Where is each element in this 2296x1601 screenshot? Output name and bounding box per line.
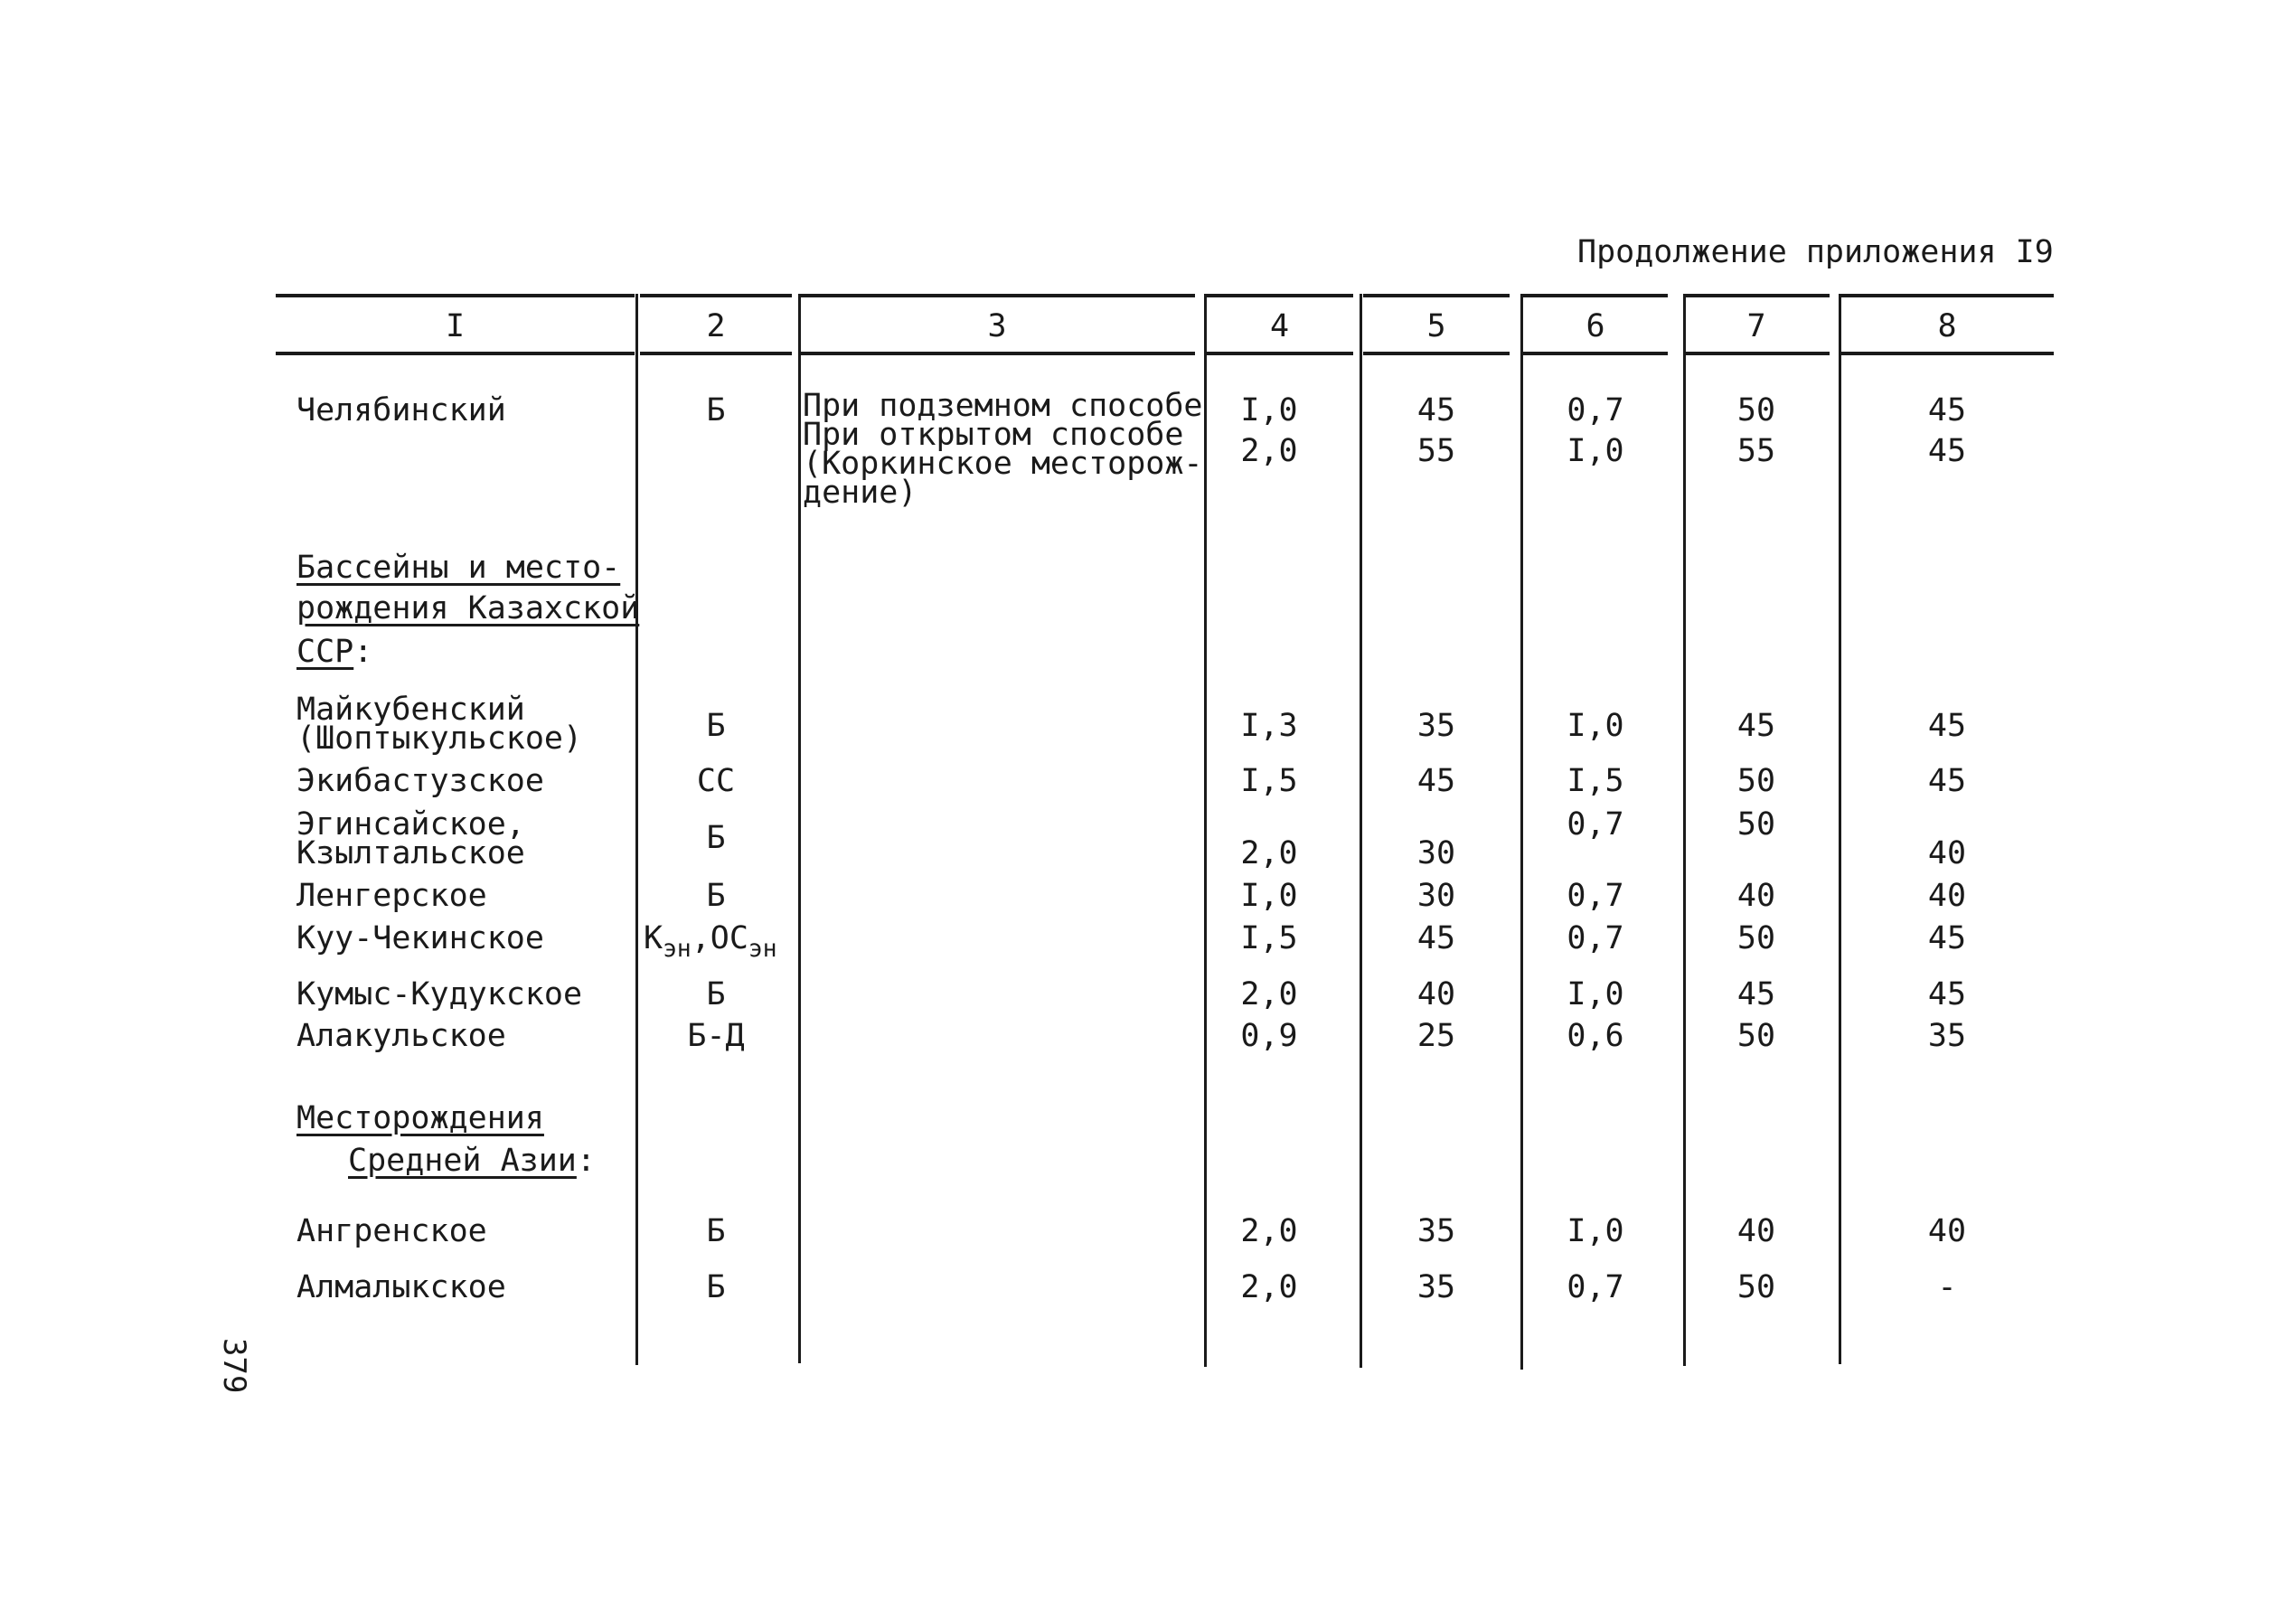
header-top-rule <box>1363 294 1510 297</box>
column-header: I <box>445 308 466 344</box>
header-top-rule <box>640 294 792 297</box>
section-heading <box>348 1145 596 1177</box>
section-heading <box>296 636 372 668</box>
section-heading-colon: : <box>353 634 373 670</box>
value-cell: 25 <box>1416 1018 1456 1054</box>
value-cell: I,0 <box>1240 392 1298 429</box>
section-heading: Месторождения <box>296 1100 544 1136</box>
value-cell: 40 <box>1927 835 1967 871</box>
value-cell: 45 <box>1927 763 1967 799</box>
value-cell: 50 <box>1736 763 1776 799</box>
value-cell: 45 <box>1927 392 1967 429</box>
continuation-title: Продолжение приложения I9 <box>1577 234 2054 270</box>
value-cell: I,5 <box>1240 763 1298 799</box>
header-bottom-rule <box>1523 352 1668 355</box>
mining-method: При подземном способе <box>803 388 1203 424</box>
value-cell: 2,0 <box>1240 976 1298 1012</box>
value-cell: 45 <box>1736 708 1776 744</box>
header-bottom-rule <box>799 352 1195 355</box>
column-separator <box>798 294 801 1363</box>
deposit-name: (Шоптыкульское) <box>296 720 583 757</box>
value-cell: 2,0 <box>1240 1269 1298 1305</box>
column-header: 7 <box>1746 308 1766 344</box>
value-cell: - <box>1937 1269 1957 1305</box>
value-cell: I,0 <box>1567 1213 1624 1249</box>
column-header: 3 <box>987 308 1007 344</box>
header-top-rule <box>276 294 635 297</box>
value-cell: 50 <box>1736 806 1776 843</box>
coal-grade: Б <box>706 1213 726 1249</box>
value-cell: 55 <box>1736 433 1776 469</box>
value-cell: I,0 <box>1567 708 1624 744</box>
value-cell: 50 <box>1736 392 1776 429</box>
value-cell: 55 <box>1416 433 1456 469</box>
value-cell: 50 <box>1736 1018 1776 1054</box>
deposit-name: Ленгерское <box>296 878 487 914</box>
value-cell: 40 <box>1736 1213 1776 1249</box>
value-cell: I,3 <box>1240 708 1298 744</box>
coal-grade: Б <box>706 1269 726 1305</box>
value-cell: I,5 <box>1567 763 1624 799</box>
value-cell: 2,0 <box>1240 1213 1298 1249</box>
deposit-name: Ангренское <box>296 1213 487 1249</box>
value-cell: 30 <box>1416 878 1456 914</box>
deposit-name: Майкубенский <box>296 692 525 728</box>
column-header: 8 <box>1937 308 1957 344</box>
value-cell: 45 <box>1927 433 1967 469</box>
value-cell: 50 <box>1736 920 1776 956</box>
column-separator <box>635 294 638 1365</box>
coal-grade-subscript: эн <box>748 936 777 964</box>
column-header: 2 <box>706 308 726 344</box>
value-cell: I,0 <box>1240 878 1298 914</box>
value-cell: 45 <box>1927 708 1967 744</box>
value-cell: 2,0 <box>1240 835 1298 871</box>
value-cell: 40 <box>1927 878 1967 914</box>
header-top-rule <box>1683 294 1830 297</box>
value-cell: 35 <box>1416 1213 1456 1249</box>
header-top-rule <box>1206 294 1353 297</box>
value-cell: 45 <box>1416 920 1456 956</box>
header-bottom-rule <box>1206 352 1353 355</box>
coal-grade: Б <box>706 976 726 1012</box>
value-cell: 45 <box>1736 976 1776 1012</box>
value-cell: 0,7 <box>1567 392 1624 429</box>
header-bottom-rule <box>640 352 792 355</box>
value-cell: 0,7 <box>1567 920 1624 956</box>
value-cell: 0,9 <box>1240 1018 1298 1054</box>
coal-grade: СС <box>696 763 736 799</box>
coal-grade: Б <box>706 708 726 744</box>
value-cell: 2,0 <box>1240 433 1298 469</box>
coal-grade: Б <box>706 878 726 914</box>
coal-grade: Б <box>706 392 726 429</box>
value-cell: I,0 <box>1567 433 1624 469</box>
value-cell: 40 <box>1736 878 1776 914</box>
section-heading-colon: : <box>576 1143 596 1179</box>
deposit-name: Челябинский <box>296 392 506 429</box>
deposit-name: Эгинсайское, <box>296 806 525 843</box>
section-heading: рождения Казахской <box>296 590 640 626</box>
value-cell: 45 <box>1416 763 1456 799</box>
header-top-rule <box>1523 294 1668 297</box>
deposit-name: Кумыс-Кудукское <box>296 976 583 1012</box>
column-header: 5 <box>1426 308 1446 344</box>
coal-grade-part: ,ОС <box>691 920 748 956</box>
value-cell: 45 <box>1927 976 1967 1012</box>
value-cell: 35 <box>1416 1269 1456 1305</box>
column-separator <box>1360 294 1362 1368</box>
deposit-name: Куу-Чекинское <box>296 920 544 956</box>
value-cell: 0,7 <box>1567 878 1624 914</box>
coal-grade <box>644 920 777 964</box>
value-cell: 40 <box>1927 1213 1967 1249</box>
header-top-rule <box>1840 294 2054 297</box>
coal-grade: Б-Д <box>687 1018 745 1054</box>
value-cell: I,0 <box>1567 976 1624 1012</box>
deposit-name: Алмалыкское <box>296 1269 506 1305</box>
mining-method: (Коркинское месторож- <box>803 446 1203 482</box>
section-heading-text: Средней Азии <box>348 1143 577 1179</box>
section-heading-text: ССР <box>296 634 354 670</box>
value-cell: 0,7 <box>1567 1269 1624 1305</box>
value-cell: 45 <box>1416 392 1456 429</box>
coal-grade-part: К <box>644 920 663 956</box>
coal-grade-subscript: эн <box>663 936 692 964</box>
mining-method: При открытом способе <box>803 417 1184 453</box>
value-cell: 45 <box>1927 920 1967 956</box>
value-cell: I,5 <box>1240 920 1298 956</box>
coal-grade: Б <box>706 820 726 856</box>
header-bottom-rule <box>276 352 635 355</box>
deposit-name: Экибастузское <box>296 763 544 799</box>
mining-method: дение) <box>803 475 917 511</box>
value-cell: 0,7 <box>1567 806 1624 843</box>
column-header: 4 <box>1269 308 1290 344</box>
value-cell: 40 <box>1416 976 1456 1012</box>
header-top-rule <box>799 294 1195 297</box>
header-bottom-rule <box>1683 352 1830 355</box>
value-cell: 30 <box>1416 835 1456 871</box>
column-header: 6 <box>1586 308 1605 344</box>
header-bottom-rule <box>1840 352 2054 355</box>
value-cell: 35 <box>1416 708 1456 744</box>
value-cell: 35 <box>1927 1018 1967 1054</box>
page-number: 379 <box>216 1338 252 1394</box>
deposit-name: Кзылтальское <box>296 835 525 871</box>
header-bottom-rule <box>1363 352 1510 355</box>
section-heading: Бассейны и место- <box>296 550 621 586</box>
value-cell: 50 <box>1736 1269 1776 1305</box>
value-cell: 0,6 <box>1567 1018 1624 1054</box>
deposit-name: Алакульское <box>296 1018 506 1054</box>
